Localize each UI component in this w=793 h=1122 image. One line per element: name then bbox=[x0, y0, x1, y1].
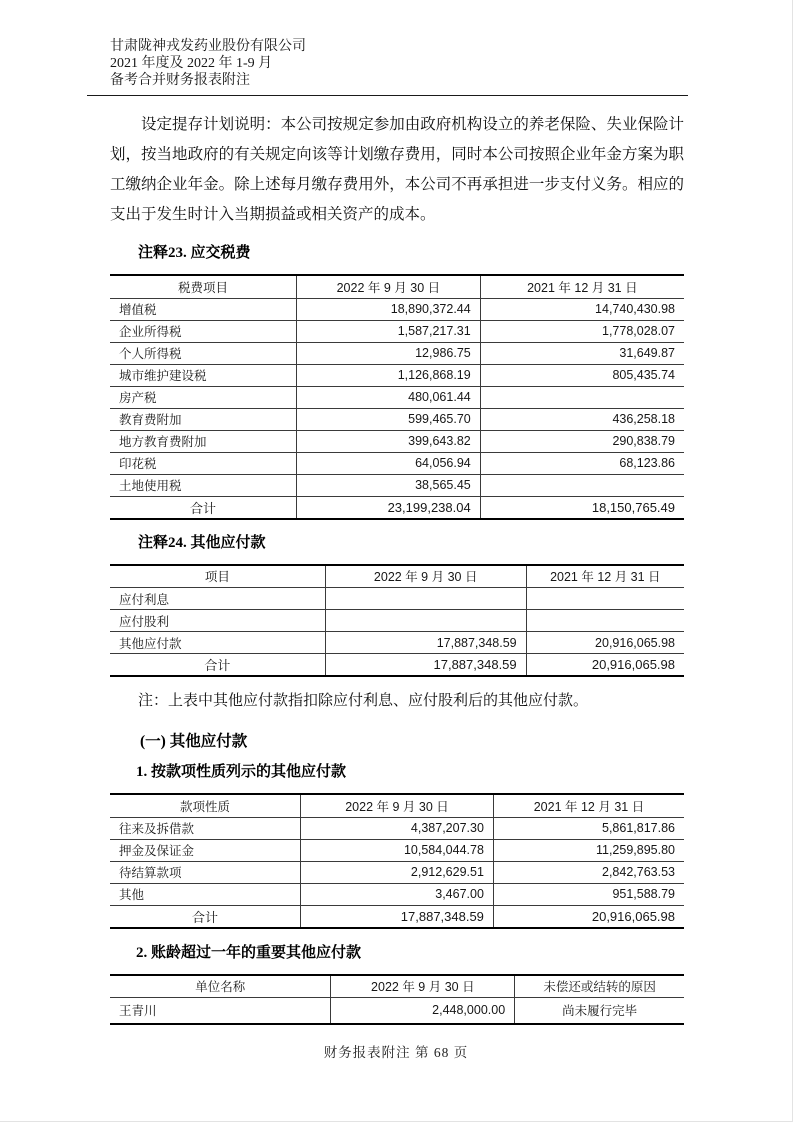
table-cell: 20,916,065.98 bbox=[526, 654, 684, 677]
table-cell: 17,887,348.59 bbox=[325, 654, 526, 677]
table-cell: 地方教育费附加 bbox=[110, 430, 297, 452]
table-cell: 5,861,817.86 bbox=[493, 817, 684, 839]
table-cell: 增值税 bbox=[110, 298, 297, 320]
table-cell: 尚未履行完毕 bbox=[515, 998, 684, 1024]
column-header: 2021 年 12 月 31 日 bbox=[526, 565, 684, 588]
heading-by-nature: 1. 按款项性质列示的其他应付款 bbox=[136, 764, 347, 780]
table-cell: 14,740,430.98 bbox=[480, 298, 684, 320]
table-cell: 17,887,348.59 bbox=[301, 905, 494, 928]
table-cell: 20,916,065.98 bbox=[526, 632, 684, 654]
header-rule bbox=[87, 95, 688, 96]
table-cell: 企业所得税 bbox=[110, 320, 297, 342]
table-cell: 436,258.18 bbox=[480, 408, 684, 430]
table-cell: 38,565.45 bbox=[297, 474, 481, 496]
table-cell: 3,467.00 bbox=[301, 883, 494, 905]
table-cell: 599,465.70 bbox=[297, 408, 481, 430]
page-footer: 财务报表附注 第 68 页 bbox=[323, 1045, 469, 1060]
table-cell: 11,259,895.80 bbox=[493, 839, 684, 861]
column-header: 2022 年 9 月 30 日 bbox=[301, 794, 494, 817]
table-cell: 20,916,065.98 bbox=[493, 905, 684, 928]
table-cell: 18,890,372.44 bbox=[297, 298, 481, 320]
by-nature-table bbox=[110, 793, 684, 929]
column-header: 2021 年 12 月 31 日 bbox=[493, 794, 684, 817]
table-cell: 印花税 bbox=[110, 452, 297, 474]
table-row bbox=[110, 883, 684, 905]
column-header: 2022 年 9 月 30 日 bbox=[297, 275, 481, 298]
table-cell: 应付利息 bbox=[110, 588, 325, 610]
total-row bbox=[110, 654, 684, 677]
table-row bbox=[110, 632, 684, 654]
table-row bbox=[110, 342, 684, 364]
table-cell: 个人所得税 bbox=[110, 342, 297, 364]
table-cell: 土地使用税 bbox=[110, 474, 297, 496]
table-cell: 23,199,238.04 bbox=[297, 496, 481, 519]
other-payables-table bbox=[110, 564, 684, 678]
table-cell bbox=[526, 610, 684, 632]
document-header bbox=[110, 0, 684, 89]
table-cell: 往来及拆借款 bbox=[110, 817, 301, 839]
table-cell bbox=[325, 610, 526, 632]
table-cell: 教育费附加 bbox=[110, 408, 297, 430]
table-cell: 城市维护建设税 bbox=[110, 364, 297, 386]
defined-contribution-plan-paragraph: 设定提存计划说明：本公司按规定参加由政府机构设立的养老保险、失业保险计划，按当地政府的有关规定向该等计划缴存费用，同时本公司按照企业年金方案为职工缴纳企业年金。除上述每月缴存费用外，本公司不再承担进一步支付义务。相应的支出于发生时计入当期损益或相关资产的成本。 bbox=[110, 116, 684, 223]
table-cell: 805,435.74 bbox=[480, 364, 684, 386]
column-header: 2022 年 9 月 30 日 bbox=[325, 565, 526, 588]
table-header-row bbox=[110, 275, 684, 298]
table-row bbox=[110, 298, 684, 320]
table-cell: 其他 bbox=[110, 883, 301, 905]
table-header-row bbox=[110, 794, 684, 817]
table-row bbox=[110, 386, 684, 408]
column-header: 单位名称 bbox=[110, 975, 331, 998]
table-row bbox=[110, 320, 684, 342]
table-cell: 68,123.86 bbox=[480, 452, 684, 474]
table-row bbox=[110, 430, 684, 452]
taxes-payable-table bbox=[110, 274, 684, 520]
table-cell: 应付股利 bbox=[110, 610, 325, 632]
table-cell: 17,887,348.59 bbox=[325, 632, 526, 654]
table-cell bbox=[325, 588, 526, 610]
column-header: 款项性质 bbox=[110, 794, 301, 817]
table-cell: 951,588.79 bbox=[493, 883, 684, 905]
table-cell: 18,150,765.49 bbox=[480, 496, 684, 519]
table-cell: 399,643.82 bbox=[297, 430, 481, 452]
total-row bbox=[110, 905, 684, 928]
table-cell: 10,584,044.78 bbox=[301, 839, 494, 861]
table-cell: 其他应付款 bbox=[110, 632, 325, 654]
table-header-row bbox=[110, 975, 684, 998]
table-cell: 1,587,217.31 bbox=[297, 320, 481, 342]
table-cell: 1,778,028.07 bbox=[480, 320, 684, 342]
total-row bbox=[110, 496, 684, 519]
table-row bbox=[110, 408, 684, 430]
heading-note24-other-payables: 注释24. 其他应付款 bbox=[138, 534, 266, 551]
column-header: 2022 年 9 月 30 日 bbox=[331, 975, 515, 998]
table-cell: 2,912,629.51 bbox=[301, 861, 494, 883]
table-cell: 290,838.79 bbox=[480, 430, 684, 452]
table-cell bbox=[480, 386, 684, 408]
table-cell: 王青川 bbox=[110, 998, 331, 1024]
heading-note23-taxes-payable: 注释23. 应交税费 bbox=[138, 245, 251, 261]
table-row bbox=[110, 839, 684, 861]
page-content bbox=[110, 0, 684, 1025]
table-cell: 480,061.44 bbox=[297, 386, 481, 408]
table-cell: 合计 bbox=[110, 905, 301, 928]
table-cell: 12,986.75 bbox=[297, 342, 481, 364]
table-row bbox=[110, 610, 684, 632]
column-header: 税费项目 bbox=[110, 275, 297, 298]
table-cell: 2,448,000.00 bbox=[331, 998, 515, 1024]
report-period: 2021 年度及 2022 年 1-9 月 bbox=[110, 56, 273, 71]
table-header-row bbox=[110, 565, 684, 588]
table-cell bbox=[526, 588, 684, 610]
table-cell: 押金及保证金 bbox=[110, 839, 301, 861]
table-cell: 64,056.94 bbox=[297, 452, 481, 474]
table-cell: 房产税 bbox=[110, 386, 297, 408]
heading-other-payables-section: (一) 其他应付款 bbox=[140, 733, 248, 750]
table-cell: 4,387,207.30 bbox=[301, 817, 494, 839]
aging-over-one-year-table bbox=[110, 974, 684, 1025]
table-row bbox=[110, 364, 684, 386]
table-cell bbox=[480, 474, 684, 496]
company-name: 甘肃陇神戎发药业股份有限公司 bbox=[110, 39, 306, 54]
column-header: 2021 年 12 月 31 日 bbox=[480, 275, 684, 298]
table-note: 注：上表中其他应付款指扣除应付利息、应付股利后的其他应付款。 bbox=[138, 693, 589, 709]
table-row bbox=[110, 861, 684, 883]
table-cell: 1,126,868.19 bbox=[297, 364, 481, 386]
column-header: 项目 bbox=[110, 565, 325, 588]
table-cell: 31,649.87 bbox=[480, 342, 684, 364]
table-row bbox=[110, 817, 684, 839]
column-header: 未偿还或结转的原因 bbox=[515, 975, 684, 998]
table-row bbox=[110, 452, 684, 474]
doc-title: 备考合并财务报表附注 bbox=[110, 73, 250, 88]
table-row bbox=[110, 998, 684, 1024]
table-cell: 合计 bbox=[110, 496, 297, 519]
table-cell: 合计 bbox=[110, 654, 325, 677]
table-cell: 待结算款项 bbox=[110, 861, 301, 883]
table-row bbox=[110, 474, 684, 496]
table-cell: 2,842,763.53 bbox=[493, 861, 684, 883]
heading-aging-over-one-year: 2. 账龄超过一年的重要其他应付款 bbox=[136, 944, 362, 961]
table-row bbox=[110, 588, 684, 610]
